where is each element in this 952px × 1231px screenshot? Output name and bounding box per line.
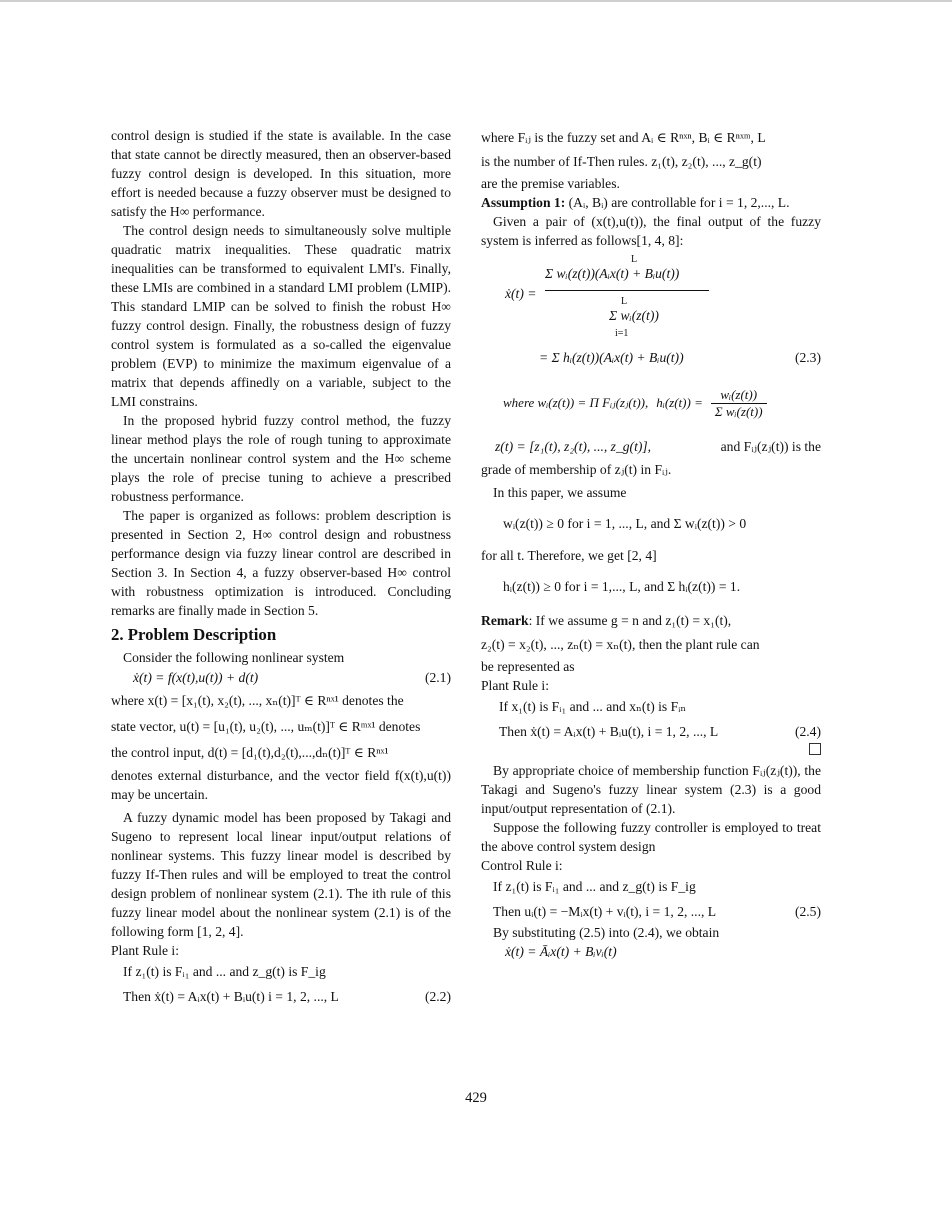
top-border	[0, 0, 952, 2]
paragraph-fuzzy-controller: Suppose the following fuzzy controller is employed to treat the above control system design	[481, 820, 821, 854]
grade-of-membership: grade of membership of zⱼ(t) in Fᵢⱼ.	[481, 462, 672, 477]
paragraph-inferred-output: Given a pair of (x(t),u(t)), the final output of the fuzzy system is inferred as follows[1, 4, 8]:	[481, 214, 821, 248]
w-definition: where wᵢ(z(t)) = Π Fᵢⱼ(zⱼ(t)),	[503, 395, 649, 410]
control-rule-title: Control Rule i:	[481, 858, 563, 873]
h-definition-numerator: wᵢ(z(t))	[711, 387, 767, 404]
assumption-1	[481, 193, 821, 212]
control-rule-if: If z₁(t) is Fᵢ₁ and ... and z_g(t) is F_ig	[493, 879, 696, 894]
sum-upper-denominator: L	[621, 296, 628, 307]
paragraph-membership-choice: By appropriate choice of membership function Fᵢⱼ(zⱼ(t)), the Takagi and Sugeno's fuzzy linear system (2.3) is a good input/output representation of (2.1).	[481, 763, 821, 816]
paragraph-state-vector-line3: the control input, d(t) = [d₁(t),d₂(t),...,dₙ(t)]ᵀ ∈ Rⁿˣ¹	[111, 745, 389, 760]
qed-square-icon	[809, 743, 821, 755]
z-definition-tail: and Fᵢⱼ(zⱼ(t)) is the	[720, 439, 821, 454]
assumption-1-label: Assumption 1:	[481, 195, 566, 210]
paragraph-where-fuzzy-set-line3: are the premise variables.	[481, 176, 620, 191]
paragraph-state-vector-line4: denotes external disturbance, and the vector field f(x(t),u(t)) may be uncertain.	[111, 768, 451, 802]
paragraph-state-vector-line1: where x(t) = [x₁(t), x₂(t), ..., xₙ(t)]ᵀ ∈ Rⁿˣ¹ denotes the	[111, 693, 404, 708]
equation-2-4-number: (2.4)	[794, 723, 821, 739]
equation-2-5-number: (2.5)	[794, 903, 821, 919]
z-definition: z(t) = [z₁(t), z₂(t), ..., z_g(t)],	[495, 439, 652, 454]
plant-rule-title-right: Plant Rule i:	[481, 678, 549, 693]
equation-2-3-number: (2.3)	[794, 349, 821, 365]
paragraph-control-design: The control design needs to simultaneously solve multiple quadratic matrix inequalities. These quadratic matrix inequalities can be transformed to equivalent LMI's. Finally, these LMIs are combined in a standard LMI problem (LMIP). This standard LMIP can be solved to finish the robust H∞ fuzzy control design. Finally, the robustness design of fuzzy control system is formulated as a so-called the eigenvalue problem (EVP) to minimize the maximum eigenvalue of a matrix that depends affinedly on a variable, subject to the LMI constrains.	[111, 223, 451, 409]
assume-inequality: wᵢ(z(t)) ≥ 0 for i = 1, ..., L, and Σ wᵢ(z(t)) > 0	[503, 516, 747, 531]
equation-2-2-number: (2.2)	[424, 988, 451, 1004]
equation-2-3-second-line: = Σ hᵢ(z(t))(Aᵢx(t) + Bᵢu(t))	[539, 349, 684, 365]
paragraph-where-fuzzy-set-line2: is the number of If-Then rules. z₁(t), z₂(t), ..., z_g(t)	[481, 154, 762, 169]
assumption-1-text: (Aᵢ, Bᵢ) are controllable for i = 1, 2,..., L.	[568, 195, 790, 210]
equation-2-5-body: Then uᵢ(t) = −Mᵢx(t) + vᵢ(t), i = 1, 2, ..., L	[493, 903, 717, 919]
paragraph-where-fuzzy-set-line1: where Fᵢⱼ is the fuzzy set and Aᵢ ∈ Rⁿˣⁿ, Bᵢ ∈ Rⁿˣᵐ, L	[481, 130, 766, 145]
h-normalization: hᵢ(z(t)) ≥ 0 for i = 1,..., L, and Σ hᵢ(z(t)) = 1.	[503, 579, 741, 594]
sum-upper-numerator: L	[630, 254, 638, 265]
paragraph-intro-continued: control design is studied if the state is available. In the case that state cannot be directly measured, then an observer-based fuzzy control design is developed. In this situation, more effort is needed because a fuzzy observer must be designed to satisfy the H∞ performance.	[111, 128, 451, 219]
remark-text-line2: z₂(t) = x₂(t), ..., zₙ(t) = xₙ(t), then the plant rule can	[481, 637, 760, 652]
equation-2-5	[481, 899, 821, 923]
equation-2-2	[111, 984, 451, 1008]
equation-2-1-body: ẋ(t) = f(x(t),u(t)) + d(t)	[133, 670, 259, 685]
sum-lower-denominator: i=1	[615, 328, 629, 339]
fraction-bar	[545, 290, 709, 291]
equation-2-3-denominator: Σ wᵢ(z(t))	[609, 308, 659, 323]
paragraph-assume: In this paper, we assume	[493, 485, 627, 500]
section-heading-problem-description: 2. Problem Description	[111, 625, 277, 644]
membership-definitions	[481, 372, 821, 434]
equation-2-3-numerator: Σ wᵢ(z(t))(Aᵢx(t) + Bᵢu(t))	[545, 266, 680, 281]
equation-2-4-body: Then ẋ(t) = Aᵢx(t) + Bᵢu(t), i = 1, 2, ..., L	[499, 723, 719, 739]
equation-2-3-lhs: ẋ(t) =	[505, 286, 537, 301]
paragraph-hybrid-method: In the proposed hybrid fuzzy control method, the fuzzy linear method plays the role of rough tuning to approximate the uncertain nonlinear control system and the H∞ scheme plays the role of precise tuning to achieve a prescribed robustness performance.	[111, 413, 451, 504]
paragraph-organization: The paper is organized as follows: problem description is presented in Section 2, H∞ control design and robustness performance design via fuzzy linear control are described in Section 3. In Section 4, a fuzzy observer-based H∞ control with robustness optimization is introduced. Concluding remarks are finally made in Section 5.	[111, 508, 451, 618]
remark-text-line3: be represented as	[481, 659, 575, 674]
remark-text-line1: : If we assume g = n and z₁(t) = x₁(t),	[528, 613, 732, 628]
right-column	[481, 126, 821, 961]
left-column	[111, 126, 451, 1008]
equation-2-1-number: (2.1)	[424, 670, 451, 685]
h-definition-denominator: Σ wᵢ(z(t))	[714, 403, 763, 419]
equation-2-3	[481, 342, 821, 372]
plant-rule-title: Plant Rule i:	[111, 943, 179, 958]
closed-loop-equation: ẋ(t) = Āᵢx(t) + Bᵢvᵢ(t)	[505, 944, 617, 959]
paragraph-takagi-sugeno: A fuzzy dynamic model has been proposed by Takagi and Sugeno to represent local linear input/output relations of nonlinear systems. This fuzzy linear model is described by fuzzy If-Then rules and will be employed to treat the control design problem of nonlinear system (2.1). The ith rule of this fuzzy linear model about the nonlinear system (2.1) is of the following form [1, 2, 4].	[111, 810, 451, 939]
z-definition-row	[481, 434, 821, 460]
plant-rule-if-right: If x₁(t) is Fᵢ₁ and ... and xₙ(t) is Fᵢₙ	[499, 699, 687, 714]
paragraph-consider: Consider the following nonlinear system	[123, 650, 345, 665]
h-definition-fraction	[711, 387, 767, 420]
equation-2-1	[111, 667, 451, 688]
end-of-remark	[481, 743, 821, 761]
paragraph-for-all-t: for all t. Therefore, we get [2, 4]	[481, 548, 657, 563]
plant-rule-if: If z₁(t) is Fᵢ₁ and ... and z_g(t) is F_ig	[123, 964, 326, 979]
equation-2-4	[481, 719, 821, 743]
h-definition-label: hᵢ(z(t)) =	[656, 395, 703, 410]
remark	[481, 609, 821, 633]
paragraph-substituting: By substituting (2.5) into (2.4), we obtain	[493, 925, 720, 940]
equation-2-3-fraction-block	[481, 250, 821, 342]
equation-2-2-body: Then ẋ(t) = Aᵢx(t) + Bᵢu(t) i = 1, 2, ..., L	[123, 988, 339, 1004]
page-number: 429	[465, 1090, 487, 1106]
remark-label: Remark	[481, 613, 529, 628]
paragraph-state-vector-line2: state vector, u(t) = [u₁(t), u₂(t), ..., uₘ(t)]ᵀ ∈ Rᵐˣ¹ denotes	[111, 719, 421, 734]
